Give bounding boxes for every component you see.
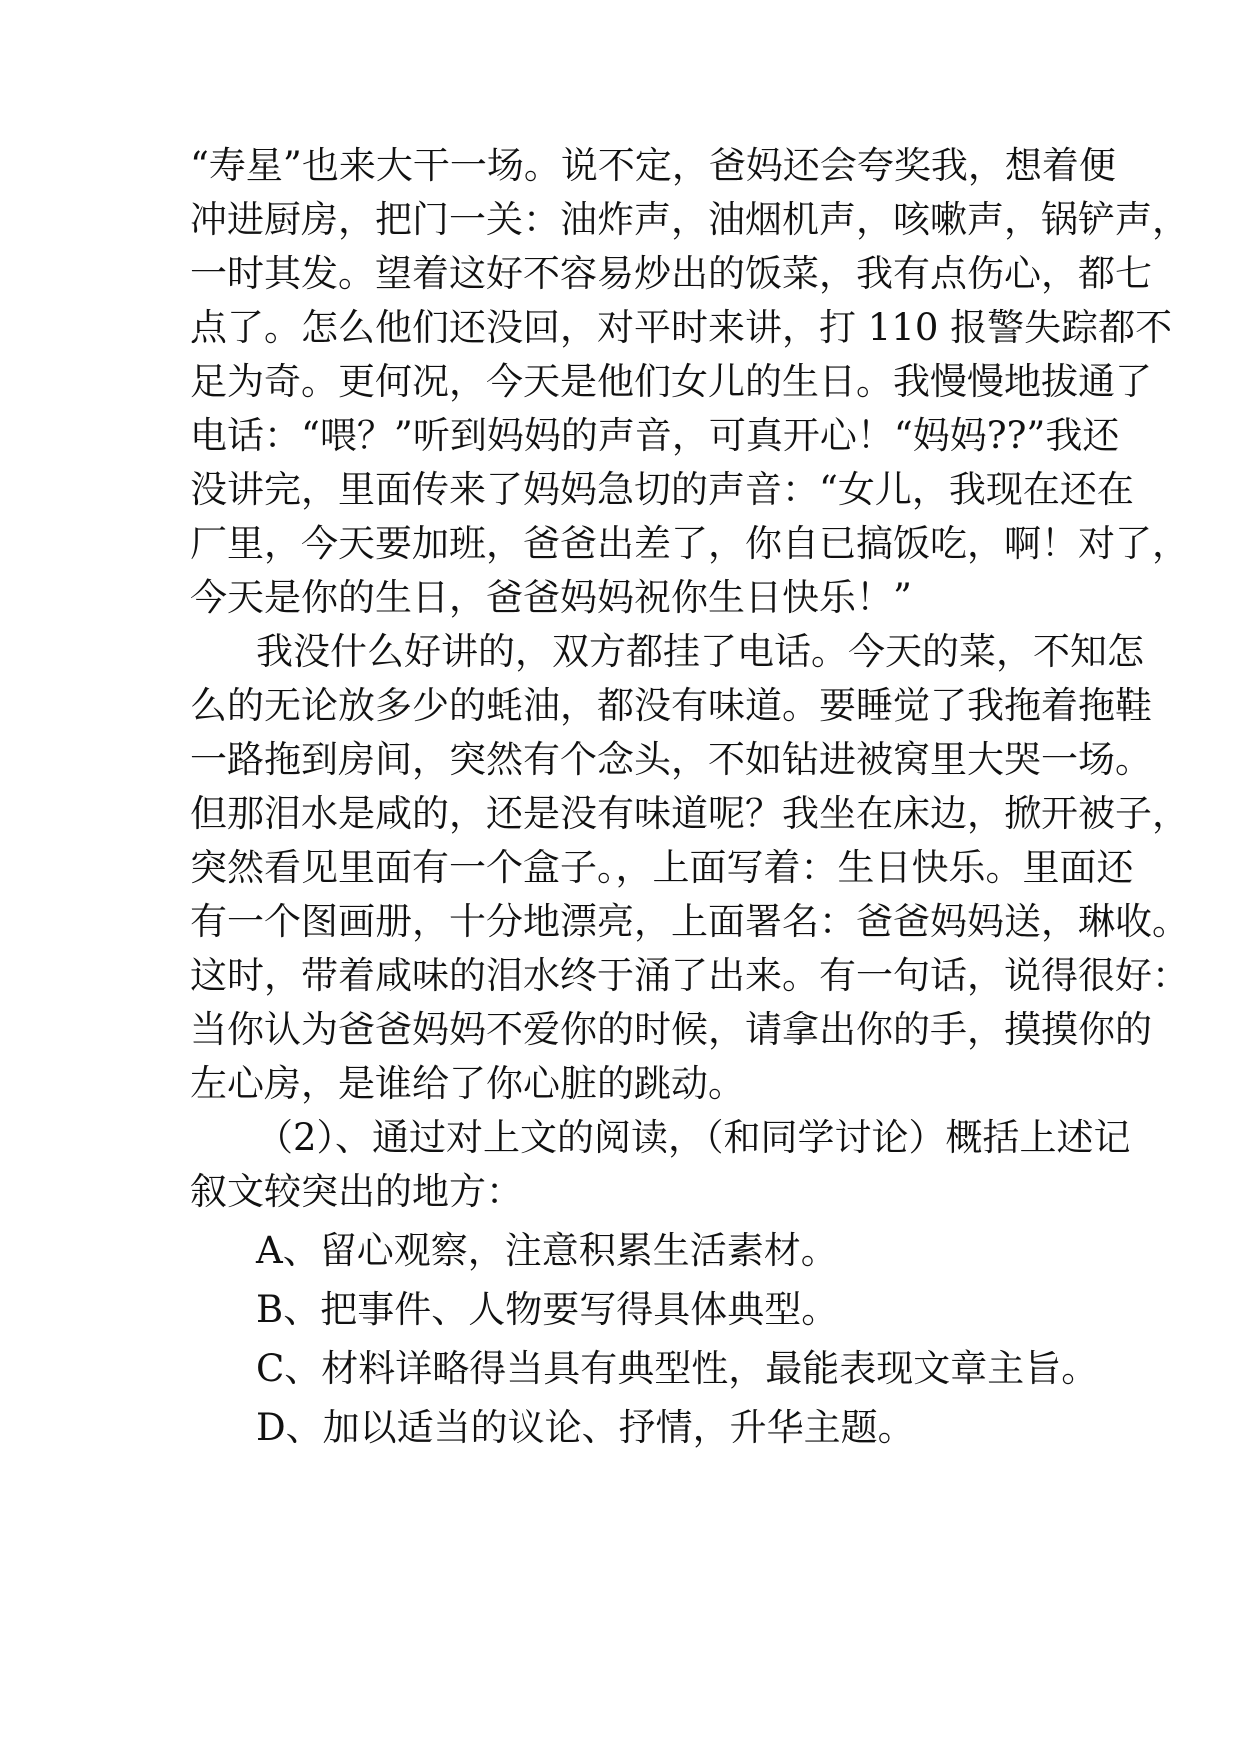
paragraph2-line: 一路拖到房间，突然有个念头，不如钻进被窝里大哭一场。: [190, 738, 1152, 781]
paragraph1-line: 一时其发。望着这好不容易炒出的饭菜，我有点伤心，都七: [190, 252, 1152, 295]
paragraph1-line: 今天是你的生日，爸爸妈妈祝你生日快乐！”: [190, 576, 912, 619]
option-c: C、材料详略得当具有典型性，最能表现文章主旨。: [256, 1347, 1099, 1390]
question-line: （2）、通过对上文的阅读，（和同学讨论）概括上述记: [256, 1116, 1131, 1159]
paragraph2-line: 当你认为爸爸妈妈不爱你的时候，请拿出你的手，摸摸你的: [190, 1008, 1152, 1051]
paragraph1-line: 电话：“喂？”听到妈妈的声音，可真开心！“妈妈??”我还: [190, 414, 1120, 457]
paragraph1-line: 厂里，今天要加班，爸爸出差了，你自已搞饭吃，啊！对了，: [190, 522, 1189, 565]
paragraph1-line: “寿星”也来大干一场。说不定，爸妈还会夸奖我，想着便: [190, 144, 1116, 187]
paragraph2-line: 有一个图画册，十分地漂亮，上面署名：爸爸妈妈送，琳收。: [190, 900, 1189, 943]
paragraph2-line: 但那泪水是咸的，还是没有味道呢？我坐在床边，掀开被子，: [190, 792, 1189, 835]
paragraph2-line: 我没什么好讲的，双方都挂了电话。今天的菜，不知怎: [256, 630, 1144, 673]
paragraph2-line: 左心房，是谁给了你心脏的跳动。: [190, 1062, 745, 1105]
question-line: 叙文较突出的地方：: [190, 1170, 523, 1213]
option-b: B、把事件、人物要写得具体典型。: [256, 1288, 839, 1331]
paragraph2-line: 突然看见里面有一个盒子。，上面写着：生日快乐。里面还: [190, 846, 1134, 889]
paragraph1-line: 足为奇。更何况，今天是他们女儿的生日。我慢慢地拔通了: [190, 360, 1152, 403]
option-a: A、留心观察，注意积累生活素材。: [256, 1229, 838, 1272]
paragraph1-line: 冲进厨房，把门一关：油炸声，油烟机声，咳嗽声，锅铲声，: [190, 198, 1189, 241]
paragraph2-line: 这时，带着咸味的泪水终于涌了出来。有一句话，说得很好：: [190, 954, 1189, 997]
paragraph1-line: 点了。怎么他们还没回，对平时来讲，打 110 报警失踪都不: [190, 306, 1173, 349]
option-d: D、加以适当的议论、抒情，升华主题。: [256, 1406, 915, 1449]
paragraph1-line: 没讲完，里面传来了妈妈急切的声音：“女儿，我现在还在: [190, 468, 1134, 511]
paragraph2-line: 么的无论放多少的蚝油，都没有味道。要睡觉了我拖着拖鞋: [190, 684, 1152, 727]
